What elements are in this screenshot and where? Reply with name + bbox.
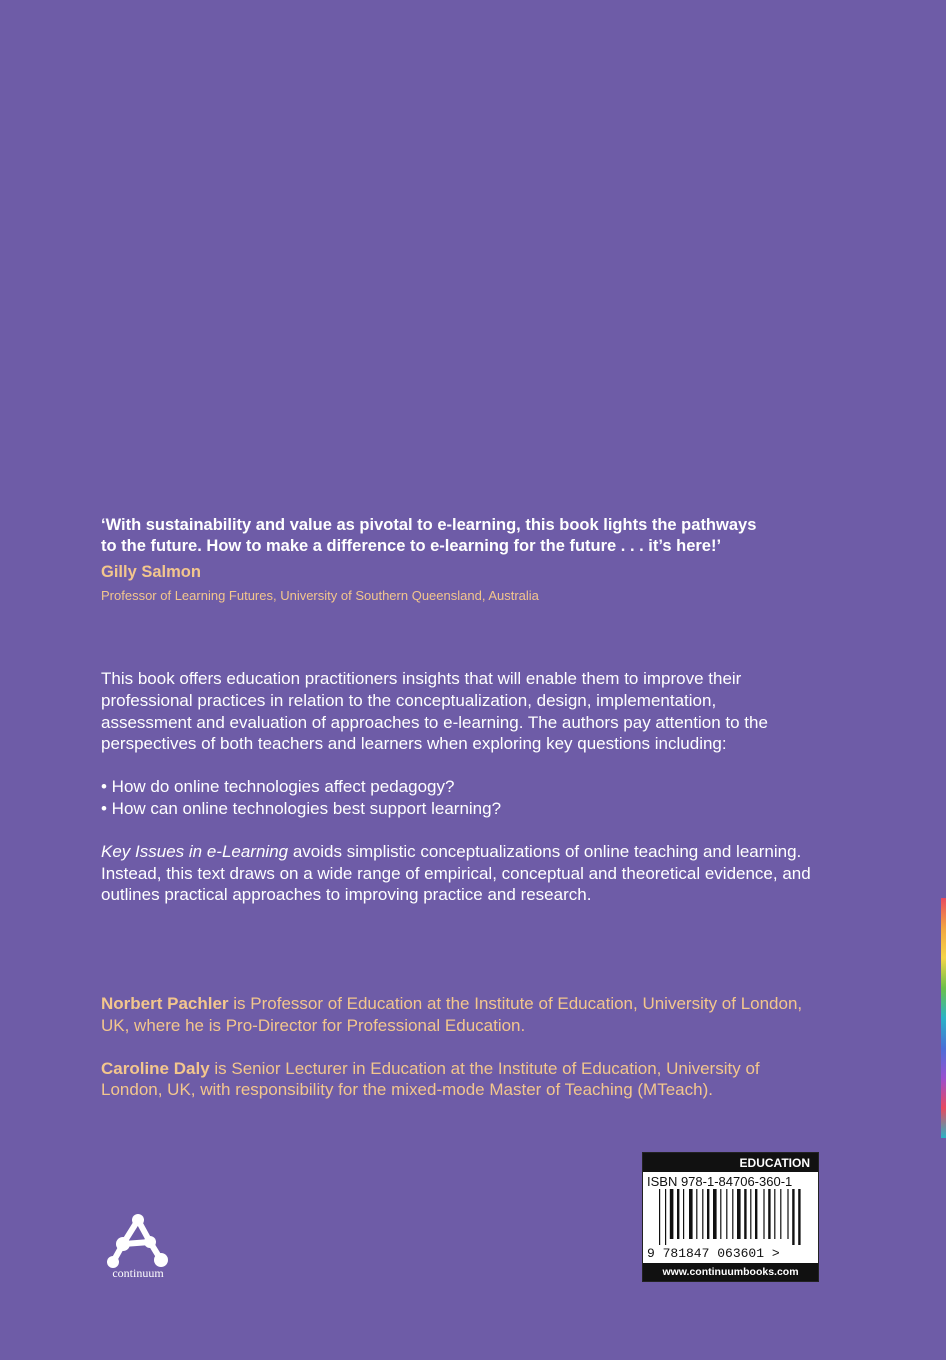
endorsement-affiliation: Professor of Learning Futures, University of Southern Queensland, Australia: [101, 588, 539, 603]
author-bios: [101, 993, 821, 1122]
barcode-bar: [780, 1189, 781, 1239]
book-title-italic: Key Issues in e-Learning: [101, 841, 289, 861]
spine-color-strip: [941, 898, 946, 1138]
barcode-bar: [774, 1189, 775, 1239]
barcode-bar: [713, 1189, 717, 1239]
barcode-bar: [696, 1189, 697, 1239]
author-bio: [101, 993, 821, 1037]
description-intro: This book offers education practitioners insights that will enable them to improve their professional practices in relation to the conceptualization, design, implementation, assessment and evaluation of approaches to e-learning. The authors pay attention to the perspectives of both teachers and learners when exploring key questions including:: [101, 669, 768, 754]
barcode-digits: 9 781847 063601 >: [647, 1246, 780, 1261]
barcode-bar: [737, 1189, 741, 1239]
barcode-bar: [702, 1189, 703, 1239]
endorsement: [101, 515, 761, 603]
endorsement-author: Gilly Salmon: [101, 563, 201, 581]
list-item: • How can online technologies best support learning?: [101, 798, 502, 818]
barcode-bar: [707, 1189, 709, 1239]
barcode-bar: [744, 1189, 746, 1239]
description-body: [101, 841, 811, 906]
barcode-bar: [787, 1189, 788, 1239]
barcode-bar: [732, 1189, 733, 1239]
barcode-bar: [726, 1189, 727, 1239]
barcode-bar: [689, 1189, 693, 1239]
barcode-bar: [755, 1189, 757, 1239]
list-item: • How do online technologies affect pedagogy?: [101, 777, 455, 797]
barcode: [643, 1189, 818, 1261]
author-name: Norbert Pachler: [101, 994, 229, 1013]
barcode-bar: [750, 1189, 751, 1239]
author-bio-text: is Professor of Education at the Institute of Education, University of London, UK, where he is Pro-Director for Professional Education.: [101, 994, 803, 1035]
author-name: Caroline Daly: [101, 1058, 210, 1078]
barcode-bar: [720, 1189, 721, 1239]
author-bio-text: is Senior Lecturer in Education at the Institute of Education, University of London, UK, with responsibility for the mixed-mode Master of Teaching (MTeach).: [101, 1058, 760, 1100]
author-bio: [101, 1058, 821, 1102]
barcode-bar: [768, 1189, 770, 1239]
barcode-bar: [659, 1189, 660, 1245]
endorsement-quote: ‘With sustainability and value as pivotal to e-learning, this book lights the pathways to the future. How to make a difference to e-learning for the future . . . it’s here!’: [101, 516, 757, 555]
isbn-text: ISBN 978-1-84706-360-1: [647, 1174, 793, 1189]
publisher-website: www.continuumbooks.com: [643, 1263, 818, 1281]
barcode-bar: [665, 1189, 666, 1245]
barcode-bar: [763, 1189, 764, 1239]
barcode-bar: [683, 1189, 684, 1239]
key-questions-list: [101, 776, 811, 820]
book-description: [101, 668, 811, 906]
isbn-barcode-box: [642, 1152, 819, 1282]
description-body-text: avoids simplistic conceptualizations of online teaching and learning. Instead, this text draws on a wide range of empirical, conceptual and theoretical evidence, and outlines practical approaches to improving practice and research.: [101, 841, 811, 905]
category-label: EDUCATION: [643, 1153, 818, 1172]
barcode-bar: [677, 1189, 679, 1239]
barcode-bar: [670, 1189, 674, 1239]
barcode-bar: [798, 1189, 800, 1245]
barcode-bar: [792, 1189, 794, 1245]
publisher-name: continuum: [112, 1266, 164, 1280]
